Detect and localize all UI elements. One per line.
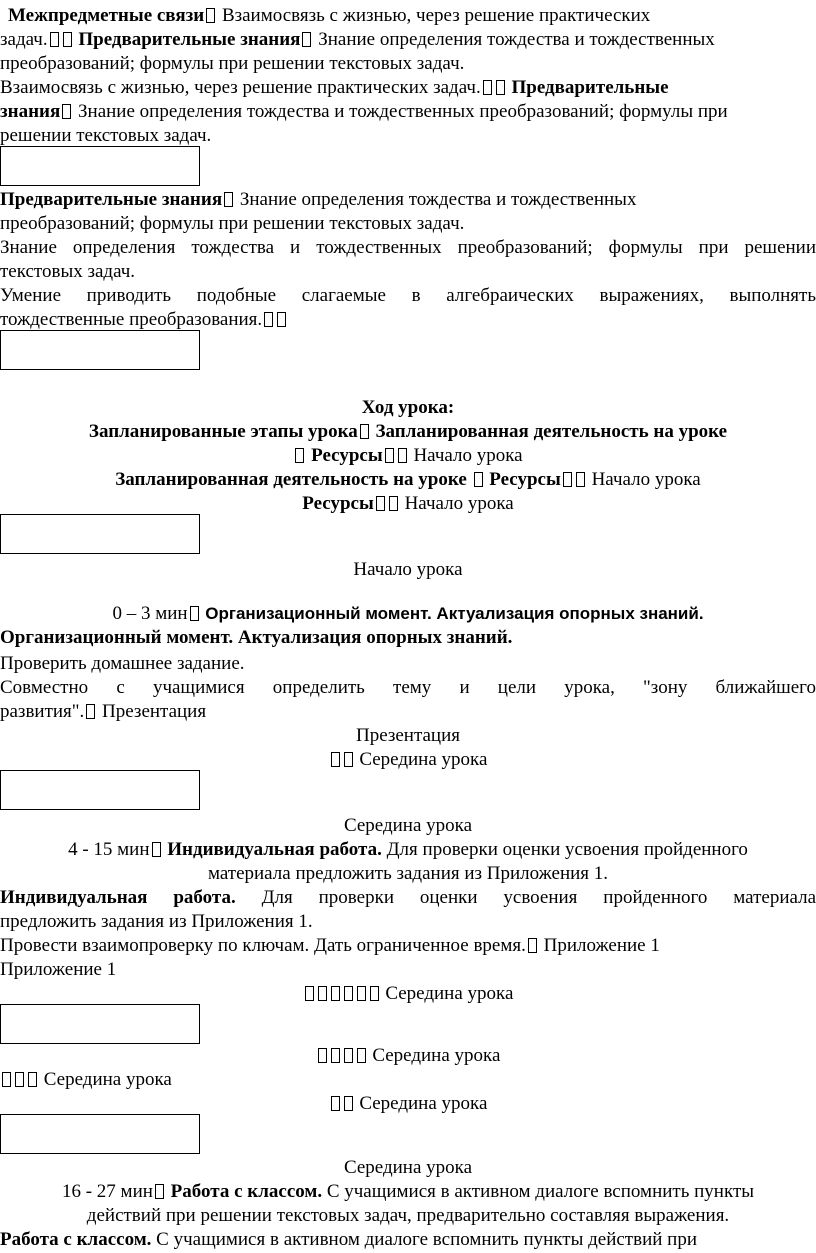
missing-glyph-icon: [528, 938, 537, 953]
text: Знание определения тождества и тождественных преобразований; формулы при: [73, 101, 728, 122]
missing-glyph-icon: [344, 1096, 353, 1111]
section-label: Середина урока: [343, 1157, 473, 1178]
text: тождественные преобразования.: [0, 309, 263, 330]
text-line: [8, 4, 816, 28]
missing-glyph-icon: [62, 104, 71, 119]
text-line: Проверить домашнее задание.: [0, 653, 245, 674]
text-line: Знание определения тождества и тождественных преобразований; формулы при решении: [0, 237, 816, 258]
text: развития".: [0, 701, 85, 722]
bold-term: знания: [0, 101, 61, 122]
empty-box: [0, 1004, 200, 1044]
text: Середина урока: [380, 983, 514, 1004]
text-line: [0, 468, 816, 492]
missing-glyph-icon: [295, 448, 304, 463]
text-line: [0, 838, 816, 862]
text-line: [0, 1068, 816, 1092]
missing-glyph-icon: [344, 752, 353, 767]
missing-glyph-icon: [15, 1072, 24, 1087]
missing-glyph-icon: [344, 986, 353, 1001]
text-line: [0, 1044, 816, 1068]
text: Для проверки оценки усвоения пройденного материала: [235, 887, 816, 908]
stage-title: Организационный момент. Актуализация опорных знаний.: [200, 604, 704, 623]
bold-term: Запланированная деятельность на уроке: [370, 421, 728, 442]
text: Начало урока: [586, 469, 701, 490]
missing-glyph-icon: [152, 842, 161, 857]
missing-glyph-icon: [389, 496, 398, 511]
missing-glyph-icon: [318, 1048, 327, 1063]
bold-term: Предварительные знания: [73, 29, 301, 50]
text: Для проверки оценки усвоения пройденного: [381, 839, 748, 860]
text-line: материала предложить задания из Приложения 1.: [207, 863, 609, 884]
missing-glyph-icon: [86, 704, 95, 719]
text: Провести взаимопроверку по ключам. Дать ограниченное время.: [0, 935, 526, 956]
text-line: [0, 444, 816, 468]
missing-glyph-icon: [563, 472, 572, 487]
text-line: [0, 1228, 816, 1252]
bold-term: Межпредметные связи: [8, 5, 205, 26]
missing-glyph-icon: [370, 986, 379, 1001]
text-line: [0, 602, 816, 626]
text: Середина урока: [354, 749, 488, 770]
missing-glyph-icon: [155, 1184, 164, 1199]
bold-term: Предварительные знания: [0, 189, 223, 210]
text: Начало урока: [399, 493, 514, 514]
text-line: [0, 188, 816, 212]
missing-glyph-icon: [190, 606, 199, 621]
text-line: [0, 982, 816, 1006]
text-line: Совместно с учащимися определить тему и цели урока, "зону ближайшего: [0, 677, 816, 698]
empty-box: [0, 330, 200, 370]
missing-glyph-icon: [474, 472, 483, 487]
missing-glyph-icon: [398, 448, 407, 463]
text-line: текстовых задач.: [0, 261, 136, 282]
text: Начало урока: [408, 445, 523, 466]
text: Середина урока: [354, 1093, 488, 1114]
text-line: [0, 1180, 816, 1204]
bold-term: Ресурсы: [484, 469, 561, 490]
text: С учащимися в активном диалоге вспомнить пункты действий при: [151, 1229, 697, 1250]
resource-label: Презентация: [355, 725, 461, 746]
missing-glyph-icon: [357, 1048, 366, 1063]
missing-glyph-icon: [28, 1072, 37, 1087]
missing-glyph-icon: [277, 312, 286, 327]
missing-glyph-icon: [360, 424, 369, 439]
bold-term: Ресурсы: [306, 445, 383, 466]
stage-title: Организационный момент. Актуализация опорных знаний.: [0, 627, 513, 648]
text-line: [0, 420, 816, 444]
empty-box: [0, 770, 200, 810]
stage-time: 0 – 3 мин: [112, 603, 188, 624]
stage-time: 4 - 15 мин: [68, 839, 150, 860]
text: С учащимися в активном диалоге вспомнить пункты: [322, 1181, 755, 1202]
text-line: [0, 748, 816, 772]
missing-glyph-icon: [63, 32, 72, 47]
text-line: [0, 308, 816, 332]
section-label: Начало урока: [353, 559, 463, 580]
empty-box: [0, 514, 200, 554]
missing-glyph-icon: [496, 80, 505, 95]
bold-term: Ресурсы: [302, 493, 374, 514]
missing-glyph-icon: [224, 192, 233, 207]
bold-term: Индивидуальная работа.: [0, 887, 236, 908]
missing-glyph-icon: [50, 32, 59, 47]
text-line: действий при решении текстовых задач, предварительно составляя выражения.: [86, 1205, 730, 1226]
missing-glyph-icon: [331, 1048, 340, 1063]
stage-title: Индивидуальная работа.: [162, 839, 382, 860]
missing-glyph-icon: [483, 80, 492, 95]
bold-term: Предварительные: [506, 77, 669, 98]
text-line: преобразований; формулы при решении текстовых задач.: [0, 53, 465, 74]
bold-term: Работа с классом.: [0, 1229, 152, 1250]
text: Середина урока: [367, 1045, 501, 1066]
missing-glyph-icon: [331, 986, 340, 1001]
text: задач.: [0, 29, 48, 50]
text-line: преобразований; формулы при решении текстовых задач.: [0, 213, 465, 234]
text-line: решении текстовых задач.: [0, 125, 212, 146]
text: Знание определения тождества и тождественных: [235, 189, 637, 210]
missing-glyph-icon: [264, 312, 273, 327]
bold-term: Запланированные этапы урока: [88, 421, 358, 442]
text-line: [0, 700, 816, 724]
text: Взаимосвязь с жизнью, через решение практических: [217, 5, 651, 26]
missing-glyph-icon: [576, 472, 585, 487]
empty-box: [0, 1114, 200, 1154]
section-label: Середина урока: [343, 815, 473, 836]
text-line: [0, 76, 816, 100]
missing-glyph-icon: [302, 32, 311, 47]
text: Приложение 1: [538, 935, 660, 956]
text: Презентация: [97, 701, 207, 722]
stage-title: Работа с классом.: [165, 1181, 323, 1202]
missing-glyph-icon: [2, 1072, 11, 1087]
stage-time: 16 - 27 мин: [61, 1181, 153, 1202]
missing-glyph-icon: [357, 986, 366, 1001]
text-line: [0, 28, 816, 52]
missing-glyph-icon: [385, 448, 394, 463]
text-line: Приложение 1: [0, 959, 117, 980]
missing-glyph-icon: [331, 752, 340, 767]
missing-glyph-icon: [305, 986, 314, 1001]
lesson-heading: Ход урока:: [361, 397, 455, 418]
text-line: [0, 886, 816, 910]
text-line: Умение приводить подобные слагаемые в алгебраических выражениях, выполнять: [0, 285, 816, 306]
text: Середина урока: [39, 1069, 172, 1090]
text-line: [0, 100, 816, 124]
bold-term: Запланированная деятельность на уроке: [115, 469, 472, 490]
text-line: [0, 492, 816, 516]
text-line: [0, 1092, 816, 1116]
missing-glyph-icon: [318, 986, 327, 1001]
text: Знание определения тождества и тождественных: [313, 29, 715, 50]
missing-glyph-icon: [331, 1096, 340, 1111]
missing-glyph-icon: [206, 8, 215, 23]
missing-glyph-icon: [376, 496, 385, 511]
text: Взаимосвязь с жизнью, через решение практических задач.: [0, 77, 481, 98]
empty-box: [0, 146, 200, 186]
text-line: предложить задания из Приложения 1.: [0, 911, 313, 932]
missing-glyph-icon: [344, 1048, 353, 1063]
text-line: [0, 934, 816, 958]
